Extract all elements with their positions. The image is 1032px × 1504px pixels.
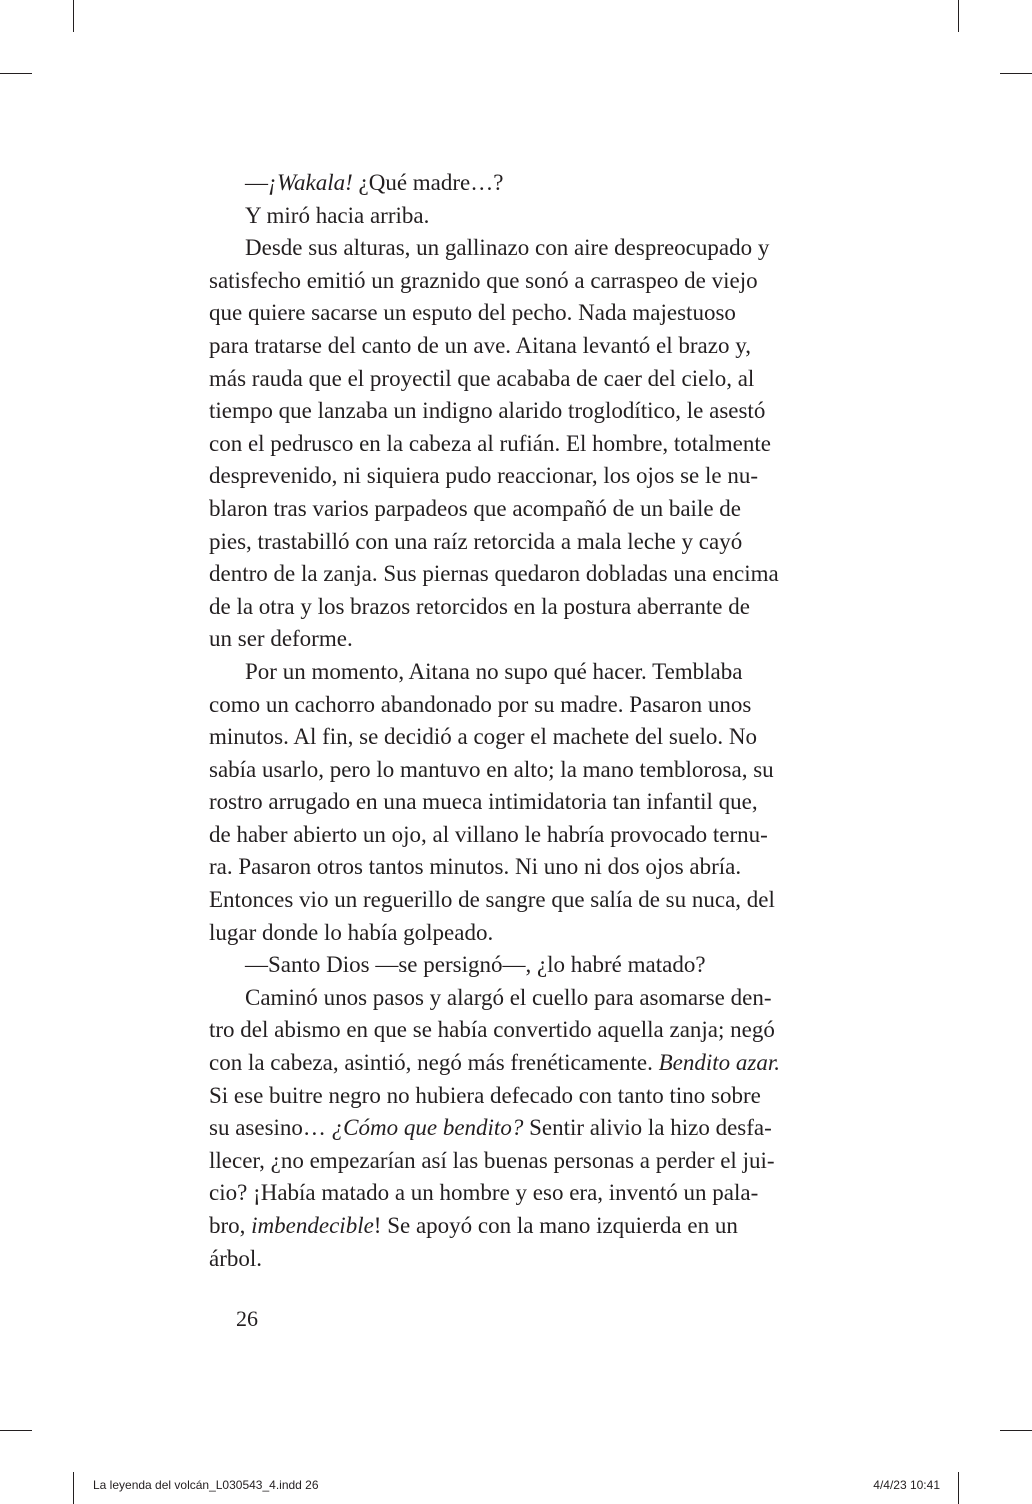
italic-run: imbendecible <box>251 1213 374 1238</box>
text-run: — <box>245 170 268 195</box>
text-run: ¿Qué madre…? <box>352 170 504 195</box>
crop-mark-top-right <box>958 0 959 32</box>
paragraph <box>209 982 849 1275</box>
slug-filename: La leyenda del volcán_L030543_4.indd 26 <box>93 1478 319 1492</box>
crop-mark-top-left <box>73 0 74 32</box>
text-run: —Santo Dios —se persignó—, ¿lo habré matado? <box>245 952 706 978</box>
crop-mark-top-left-h <box>0 73 32 74</box>
paragraph <box>209 167 849 200</box>
text-run: Si ese buitre negro no hubiera defecado con tanto tino sobre su asesino… <box>209 1082 761 1141</box>
page-number: 26 <box>236 1306 258 1331</box>
text-run: Y miró hacia arriba. <box>245 202 430 228</box>
crop-mark-bottom-left-h <box>0 1430 32 1431</box>
paragraph <box>209 232 849 656</box>
crop-mark-top-right-h <box>1000 73 1032 74</box>
body-text <box>209 167 849 1275</box>
text-run: Sentir alivio la hizo desfa- llecer, ¿no empezarían así las buenas personas a perder el jui- cio? ¡Había matado a un hombre y eso era, inventó un pala- bro, <box>209 1115 775 1238</box>
paragraph <box>209 200 849 233</box>
crop-mark-bottom-left <box>73 1472 74 1504</box>
italic-run: ¿Cómo que bendito? <box>331 1115 524 1141</box>
italic-run: ¡Wakala! <box>268 170 353 195</box>
paragraph <box>209 949 849 982</box>
crop-mark-bottom-right <box>958 1472 959 1504</box>
text-run: Caminó unos pasos y alargó el cuello para asomarse den- tro del abismo en que se había convertido aquella zanja; negó con la cabeza, asintió, negó más frenéticamente. <box>209 984 775 1076</box>
paragraph <box>209 656 849 949</box>
text-run: Desde sus alturas, un gallinazo con aire despreocupado y satisfecho emitió un graznido que sonó a carraspeo de viejo que quiere sacarse un esputo del pecho. Nada majestuoso para tratarse del canto de un ave. Aitana levantó el brazo y, más rauda que el proyectil que acababa de caer del cielo, al tiempo que lanzaba un indigno alarido troglodítico, le asestó con el pedrusco en la cabeza al rufián. El hombre, totalmente desprevenido, ni siquiera pudo reaccionar, los ojos se le nu- blaron tras varios parpadeos que acompañó de un baile de pies, trastabilló con una raíz retorcida a mala leche y cayó dentro de la zanja. Sus piernas quedaron dobladas una encima de la otra y los brazos retorcidos en la postura aberrante de un ser deforme. <box>209 235 779 652</box>
italic-run: Bendito azar. <box>658 1050 780 1076</box>
text-run: ! Se apoyó con la mano izquierda en un árbol. <box>209 1213 738 1271</box>
text-run: Por un momento, Aitana no supo qué hacer. Temblaba como un cachorro abandonado por su madre. Pasaron unos minutos. Al fin, se decidió a coger el machete del suelo. No sabía usarlo, pero lo mantuvo en alto; la mano temblorosa, su rostro arrugado en una mueca intimidatoria tan infantil que, de haber abierto un ojo, al villano le habría provocado ternu- ra. Pasaron otros tantos minutos. Ni uno ni dos ojos abría. Entonces vio un reguerillo de sangre que salía de su nuca, del lugar donde lo había golpeado. <box>209 658 775 945</box>
slug-datetime: 4/4/23 10:41 <box>873 1478 940 1492</box>
crop-mark-bottom-right-h <box>1000 1430 1032 1431</box>
